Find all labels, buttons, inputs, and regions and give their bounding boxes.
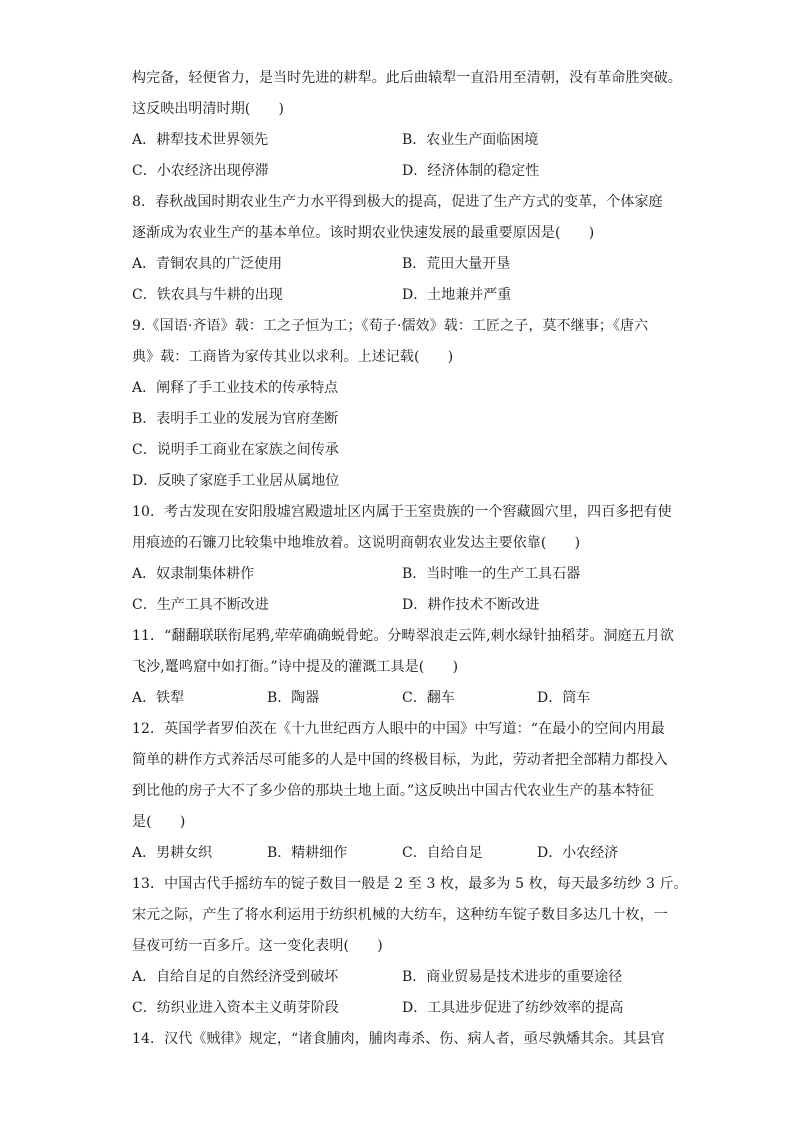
question-8	[132, 187, 672, 311]
question-text-line: 典》载：工商皆为家传其业以求利。上述记载( )	[132, 349, 454, 365]
question-list	[132, 63, 688, 1055]
option-b[interactable]: B．荒田大量开垦	[402, 256, 511, 272]
question-text-line: 飞沙,鼍鸣窟中如打衙。”诗中提及的灌溉工具是( )	[132, 659, 459, 675]
options-row	[132, 559, 672, 590]
option-a[interactable]: A．青铜农具的广泛使用	[132, 256, 283, 272]
question-text-line: 10．考古发现在安阳殷墟宫殿遗址区内属于王室贵族的一个窖藏圆穴里，四百多把有使	[132, 504, 672, 520]
options-row	[132, 838, 672, 869]
question-10	[132, 497, 672, 621]
question-11	[132, 621, 672, 714]
option-a[interactable]: A．阐释了手工业技术的传承特点	[132, 380, 339, 396]
question-13	[132, 869, 688, 1024]
option-c[interactable]: C．自给自足	[402, 845, 483, 861]
question-text-line: 是( )	[132, 814, 186, 830]
option-d[interactable]: D．工具进步促进了纺纱效率的提高	[402, 1000, 624, 1016]
options-row	[132, 993, 672, 1024]
option-b[interactable]: B．精耕细作	[267, 845, 348, 861]
question-text-line: 到比他的房子大不了多少倍的那块土地上面。”这反映出中国古代农业生产的基本特征	[132, 783, 654, 799]
question-text-line: 14．汉代《贼律》规定，“诸食脯肉，脯肉毒杀、伤、病人者，亟尽孰燔其余。其县官	[132, 1031, 665, 1047]
option-d[interactable]: D．土地兼并严重	[402, 287, 512, 303]
question-text-line: 逐渐成为农业生产的基本单位。该时期农业快速发展的最重要原因是( )	[132, 225, 595, 241]
question-text-line: 构完备，轻便省力，是当时先进的耕犁。此后曲辕犁一直沿用至清朝，没有革命胜突破。	[132, 70, 682, 86]
option-d[interactable]: D．反映了家庭手工业居从属地位	[132, 473, 340, 489]
question-text-line: 用痕迹的石镰刀比较集中地堆放着。这说明商朝农业发达主要依靠( )	[132, 535, 581, 551]
question-text-line: 昼夜可纺一百多斤。这一变化表明( )	[132, 938, 383, 954]
option-c[interactable]: C．说明手工商业在家族之间传承	[132, 442, 339, 458]
option-b[interactable]: B．表明手工业的发展为官府垄断	[132, 411, 339, 427]
question-text-line: 这反映出明清时期( )	[132, 101, 285, 117]
question-14	[132, 1024, 672, 1055]
options-row	[132, 590, 672, 621]
option-d[interactable]: D．小农经济	[537, 845, 619, 861]
option-b[interactable]: B．农业生产面临困境	[402, 132, 539, 148]
question-text-line: 13．中国古代手摇纺车的锭子数目一般是 2 至 3 枚，最多为 5 枚，每天最多纺纱 3 斤。	[132, 876, 688, 892]
option-a[interactable]: A．自给自足的自然经济受到破坏	[132, 969, 339, 985]
question-9	[132, 311, 672, 497]
options-row	[132, 156, 672, 187]
option-c[interactable]: C．生产工具不断改进	[132, 597, 269, 613]
option-c[interactable]: C．翻车	[402, 690, 455, 706]
question-text-line: 简单的耕作方式养活尽可能多的人是中国的终极目标，为此，劳动者把全部精力都投入	[132, 752, 668, 768]
question-text-line: 11．“翻翻联联衔尾鸦,荦荦确确蜕骨蛇。分畴翠浪走云阵,刺水绿针抽稻芽。洞庭五月欲	[132, 628, 674, 644]
question-text-line: 8．春秋战国时期农业生产力水平得到极大的提高，促进了生产方式的变革，个体家庭	[132, 194, 663, 210]
option-a[interactable]: A．耕犁技术世界领先	[132, 132, 269, 148]
option-b[interactable]: B．陶器	[267, 690, 320, 706]
option-a[interactable]: A．奴隶制集体耕作	[132, 566, 255, 582]
options-row	[132, 683, 672, 714]
option-d[interactable]: D．经济体制的稳定性	[402, 163, 540, 179]
option-b[interactable]: B．商业贸易是技术进步的重要途径	[402, 969, 623, 985]
question-text-line: 宋元之际，产生了将水利运用于纺织机械的大纺车，这种纺车锭子数目多达几十枚，一	[132, 907, 668, 923]
question-12	[132, 714, 672, 869]
option-c[interactable]: C．纺织业进入资本主义萌芽阶段	[132, 1000, 339, 1016]
options-row	[132, 280, 672, 311]
option-b[interactable]: B．当时唯一的生产工具石器	[402, 566, 581, 582]
question-text-line: 9.《国语·齐语》载：工之子恒为工；《荀子·儒效》载：工匠之子，莫不继事；《唐六	[132, 318, 649, 334]
option-d[interactable]: D．耕作技术不断改进	[402, 597, 540, 613]
options-row	[132, 962, 672, 993]
option-d[interactable]: D．筒车	[537, 690, 591, 706]
options-row	[132, 249, 672, 280]
option-c[interactable]: C．铁农具与牛耕的出现	[132, 287, 283, 303]
options-row	[132, 125, 672, 156]
option-a[interactable]: A．男耕女织	[132, 845, 213, 861]
option-a[interactable]: A．铁犁	[132, 690, 185, 706]
question-text-line: 12．英国学者罗伯茨在《十九世纪西方人眼中的中国》中写道：“在最小的空间内用最	[132, 721, 665, 737]
option-c[interactable]: C．小农经济出现停滞	[132, 163, 269, 179]
question-7	[132, 63, 682, 187]
